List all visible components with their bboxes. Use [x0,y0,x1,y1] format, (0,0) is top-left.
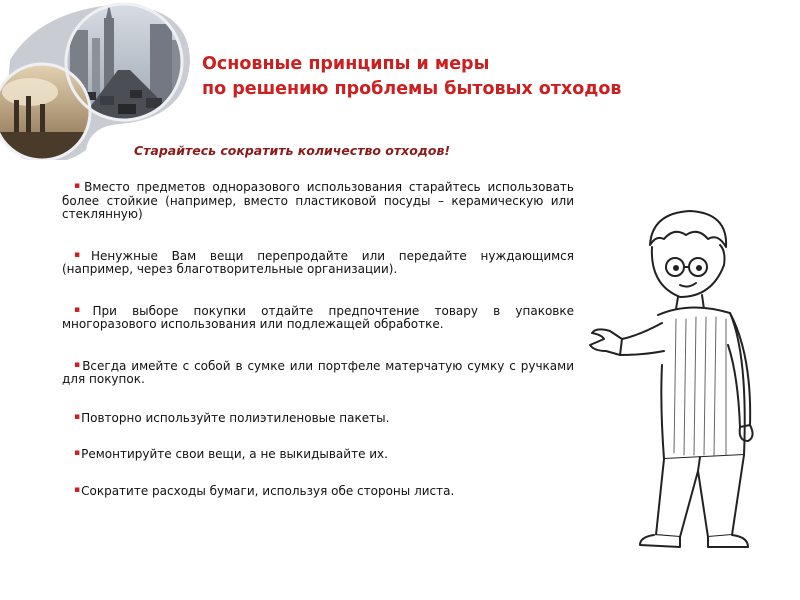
list-item: ▪ Сократите расходы бумаги, используя обе стороны листа. [62,484,574,499]
list-item: ▪ Ненужные Вам вещи перепродайте или передайте нуждающимся (например, через благотворительные организации). [62,249,574,277]
man-illustration [580,205,790,550]
title-line-2: по решению проблемы бытовых отходов [202,79,622,99]
title-line-1: Основные принципы и меры [202,54,490,74]
header-city-photo-decoration [0,0,200,160]
list-item: ▪ Всегда имейте с собой в сумке или портфеле матерчатую сумку с ручками для покупок. [62,359,574,387]
list-item: ▪ Ремонтируйте свои вещи, а не выкидывайте их. [62,447,574,462]
subtitle: Старайтесь сократить количество отходов! [134,143,451,158]
list-item: ▪ Повторно используйте полиэтиленовые пакеты. [62,411,574,426]
tips-list [62,180,574,498]
list-item: ▪ При выборе покупки отдайте предпочтение товару в упаковке многоразового использования или подлежащей обработке. [62,304,574,332]
page-title [202,52,782,102]
list-item: ▪ Вместо предметов одноразового использования старайтесь использовать более стойкие (например, вместо пластиковой посуды – керамическую или стеклянную) [62,180,574,222]
